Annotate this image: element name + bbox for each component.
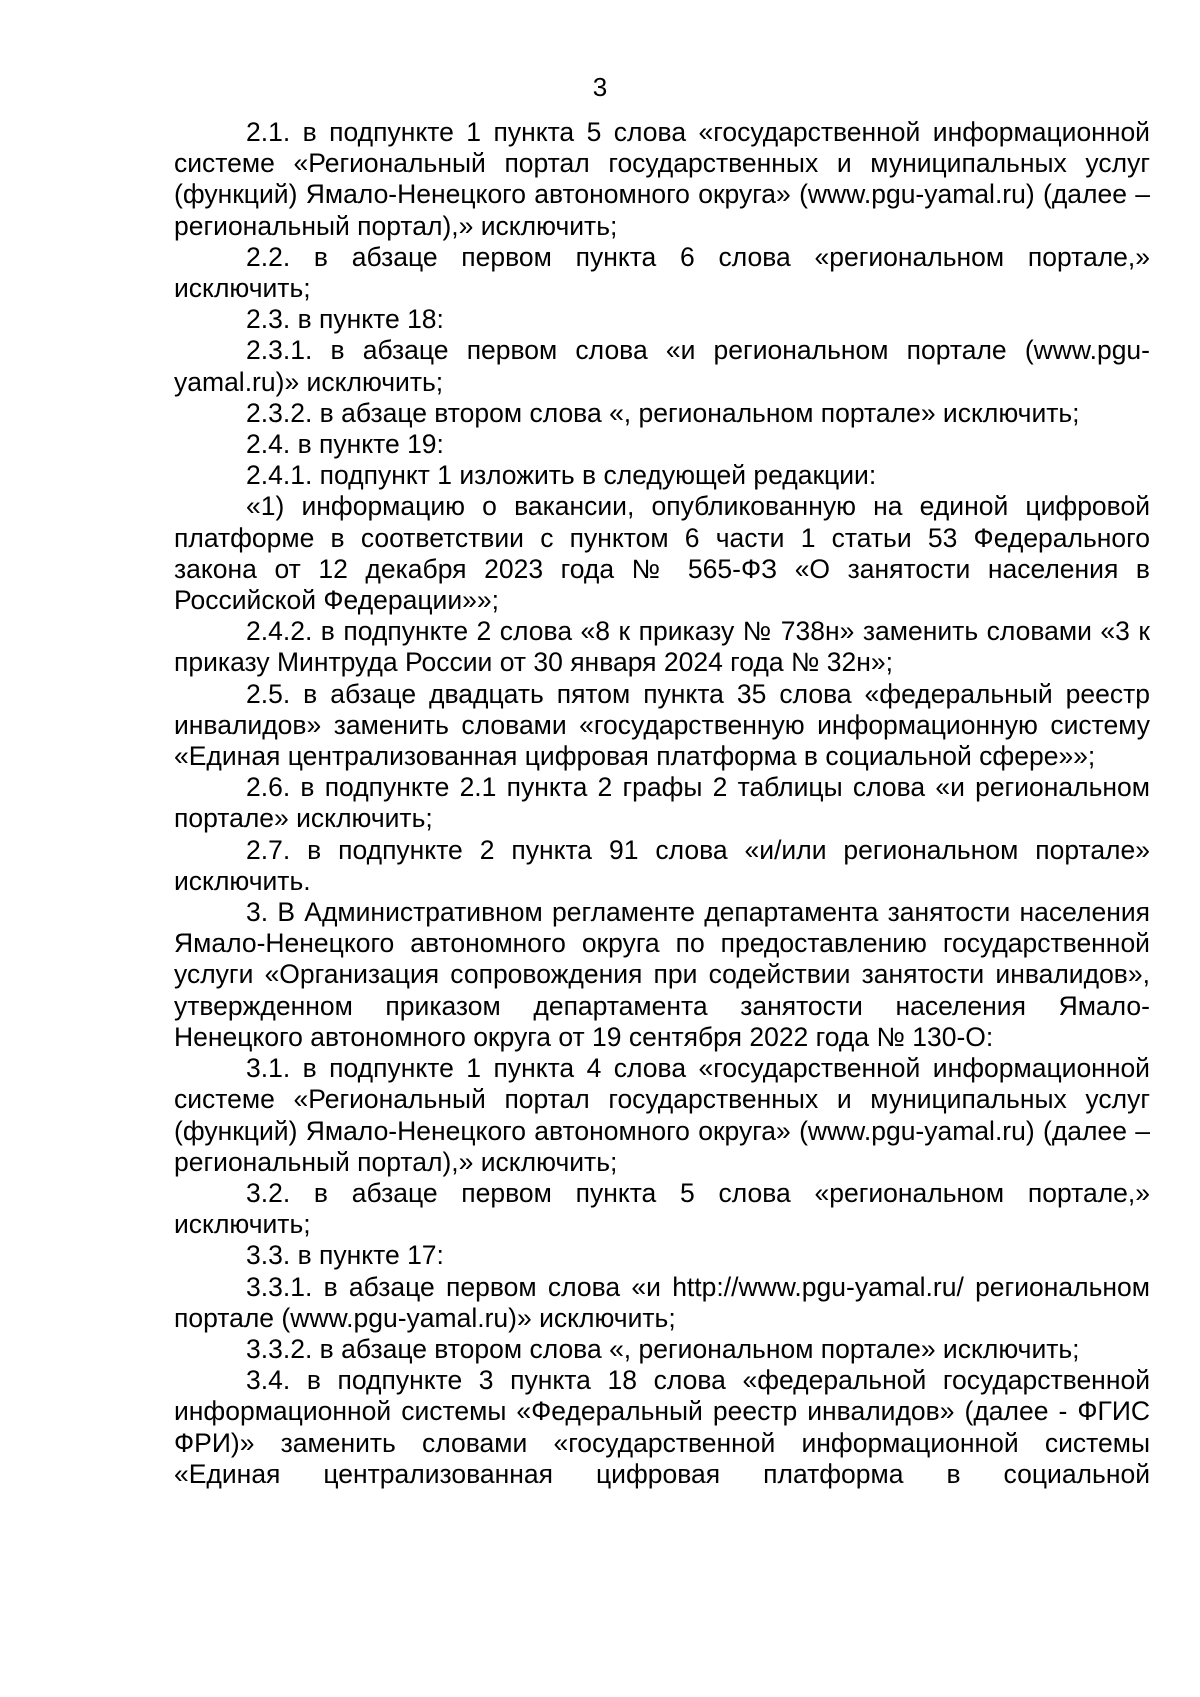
- paragraph-2-4-2: 2.4.2. в подпункте 2 слова «8 к приказу № 738н» заменить словами «3 к приказу Минтруда России от 30 января 2024 года № 32н»;: [174, 616, 1150, 678]
- paragraph-quoted-1: «1) информацию о вакансии, опубликованную на единой цифровой платформе в соответствии с пунктом 6 части 1 статьи 53 Федерального закона от 12 декабря 2023 года № 565-ФЗ «О занятости населения в Российской Федерации»»;: [174, 491, 1150, 616]
- paragraph-3-2: 3.2. в абзаце первом пункта 5 слова «региональном портале,» исключить;: [174, 1177, 1150, 1240]
- paragraph-2-1: 2.1. в подпункте 1 пункта 5 слова «государственной информационной системе «Региональный портал государственных и муниципальных услуг (функций) Ямало-Ненецкого автономного округа» (www.pgu-yamal.ru) (далее – региональный портал),» исключить;: [174, 117, 1150, 241]
- paragraph-2-3-1: 2.3.1. в абзаце первом слова «и региональном портале (www.pgu-yamal.ru)» исключить;: [174, 335, 1150, 397]
- paragraph-3-1: 3.1. в подпункте 1 пункта 4 слова «государственной информационной системе «Региональный портал государственных и муниципальных услуг (функций) Ямало-Ненецкого автономного округа» (www.pgu-yamal.ru) (далее – региональный портал),» исключить;: [174, 1053, 1150, 1177]
- paragraph-2-4: 2.4. в пункте 19:: [246, 429, 444, 460]
- paragraph-3-4: 3.4. в подпункте 3 пункта 18 слова «федеральной государственной информационной системы «Федеральный реестр инвалидов» (далее - ФГИС ФРИ)» заменить словами «государственной информационной системы «Единая централизованная цифровая платформа в социальной: [174, 1365, 1150, 1489]
- document-body: [174, 117, 1150, 1490]
- paragraph-3-3-1: 3.3.1. в абзаце первом слова «и http://www.pgu-yamal.ru/ региональном портале (www.pgu-yamal.ru)» исключить;: [174, 1271, 1150, 1333]
- paragraph-3-3: 3.3. в пункте 17:: [246, 1240, 444, 1271]
- paragraph-2-2: 2.2. в абзаце первом пункта 6 слова «региональном портале,» исключить;: [174, 241, 1150, 304]
- paragraph-2-4-1: 2.4.1. подпункт 1 изложить в следующей редакции:: [246, 460, 877, 491]
- paragraph-3-3-2: 3.3.2. в абзаце втором слова «, региональном портале» исключить;: [246, 1333, 1080, 1364]
- paragraph-3: 3. В Административном регламенте департамента занятости населения Ямало-Ненецкого автономного округа по предоставлению государственной услуги «Организация сопровождения при содействии занятости инвалидов», утвержденном приказом департамента занятости населения Ямало-Ненецкого автономного округа от 19 сентября 2022 года № 130-О:: [174, 897, 1150, 1052]
- paragraph-2-3: 2.3. в пункте 18:: [246, 304, 444, 335]
- paragraph-2-3-2: 2.3.2. в абзаце втором слова «, региональном портале» исключить;: [246, 397, 1080, 428]
- paragraph-2-7: 2.7. в подпункте 2 пункта 91 слова «и/или региональном портале» исключить.: [174, 834, 1150, 896]
- paragraph-2-6: 2.6. в подпункте 2.1 пункта 2 графы 2 таблицы слова «и региональном портале» исключить;: [174, 772, 1150, 834]
- paragraph-2-5: 2.5. в абзаце двадцать пятом пункта 35 слова «федеральный реестр инвалидов» заменить словами «государственную информационную систему «Единая централизованная цифровая платформа в социальной сфере»»;: [174, 678, 1150, 772]
- page-number: 3: [592, 72, 608, 102]
